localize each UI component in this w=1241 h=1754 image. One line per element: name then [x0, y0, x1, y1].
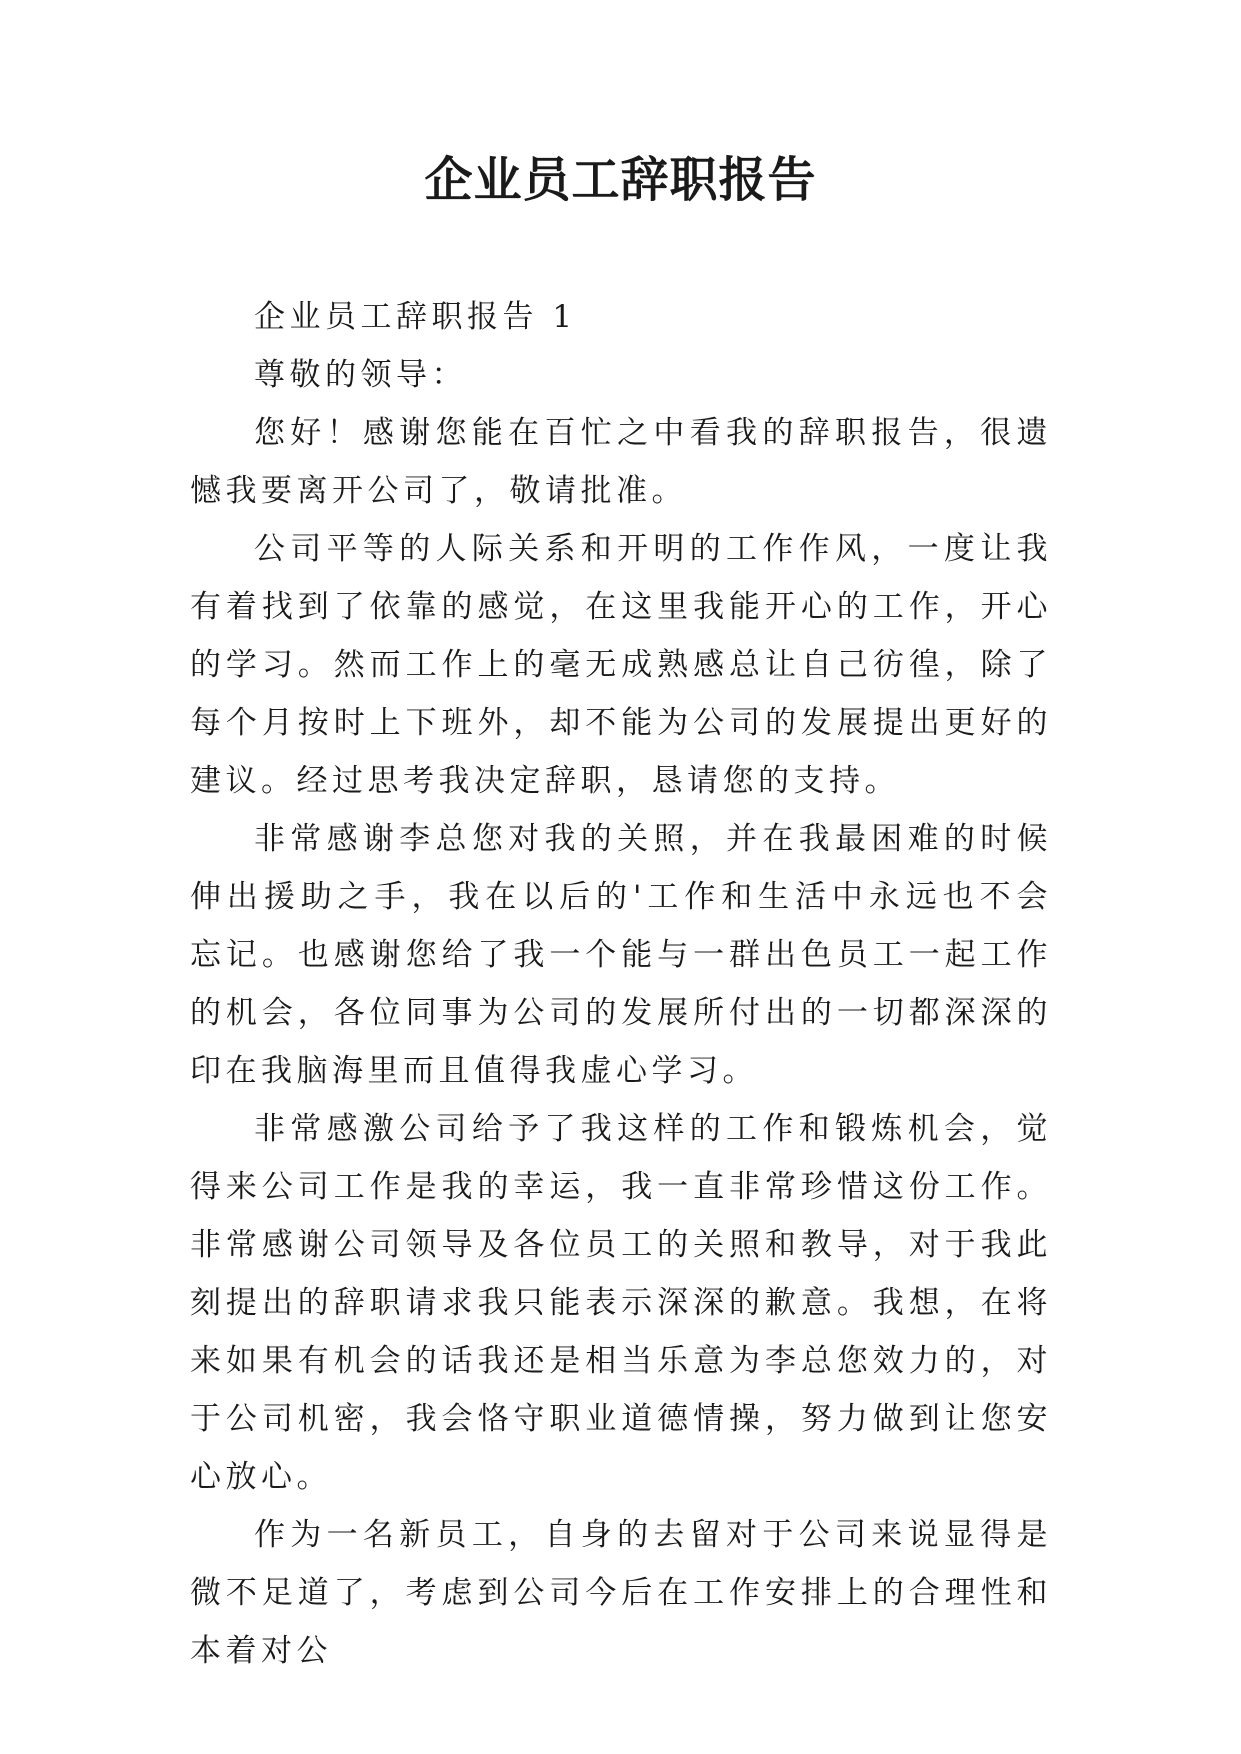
report-heading: 企业员工辞职报告 1 — [254, 299, 577, 335]
body-paragraph: 非常感激公司给予了我这样的工作和锻炼机会，觉得来公司工作是我的幸运，我一直非常珍惜这份工作。非常感谢公司领导及各位员工的关照和教导，对于我此刻提出的辞职请求我只能表示深深的歉意。我想，在将来如果有机会的话我还是相当乐意为李总您效力的，对于公司机密，我会恪守职业道德情操，努力做到让您安心放心。 — [190, 1111, 1052, 1495]
body-paragraph: 公司平等的人际关系和开明的工作作风，一度让我有着找到了依靠的感觉，在这里我能开心的工作，开心的学习。然而工作上的毫无成熟感总让自己彷徨，除了每个月按时上下班外，却不能为公司的发展提出更好的建议。经过思考我决定辞职，恳请您的支持。 — [190, 531, 1052, 799]
body-paragraph: 作为一名新员工，自身的去留对于公司来说显得是微不足道了，考虑到公司今后在工作安排上的合理性和本着对公 — [190, 1517, 1052, 1669]
body-paragraph: 您好！感谢您能在百忙之中看我的辞职报告，很遗憾我要离开公司了，敬请批准。 — [190, 415, 1052, 509]
body-paragraph: 非常感谢李总您对我的关照，并在我最困难的时候伸出援助之手，我在以后的'工作和生活中永远也不会忘记。也感谢您给了我一个能与一群出色员工一起工作的机会，各位同事为公司的发展所付出的一切都深深的印在我脑海里而且值得我虚心学习。 — [190, 821, 1052, 1089]
document-title: 企业员工辞职报告 — [424, 152, 817, 208]
document-body — [190, 288, 1052, 1680]
salutation: 尊敬的领导： — [254, 357, 467, 393]
